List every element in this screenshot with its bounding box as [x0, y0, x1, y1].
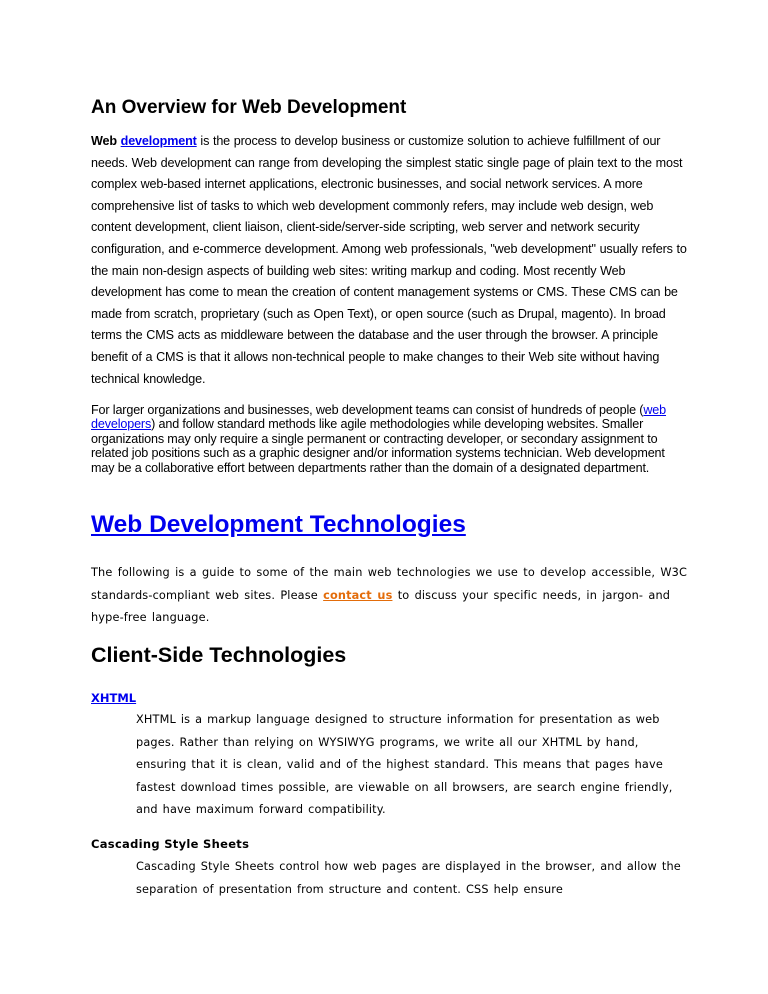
overview-heading: An Overview for Web Development: [91, 97, 407, 118]
contact-us-link[interactable]: contact us: [323, 588, 393, 602]
technologies-intro: [91, 562, 701, 630]
paragraph-2-start: For larger organizations and businesses, web development teams can consist of hundreds of people (: [91, 403, 644, 417]
paragraph-1-text: is the process to develop business or customize solution to achieve fulfillment of our needs. Web development can range from developing the simplest static single page of plain text to the most complex web-based internet applications, electronic businesses, and social network services. A more comprehensive list of tasks to which web development commonly refers, may include web design, web content development, client liaison, client-side/server-side scripting, web server and network security configuration, and e-commerce development. Among web professionals, "web development" usually refers to the main non-design aspects of building web sites: writing markup and coding. Most recently Web development has come to mean the creation of content management systems or CMS. These CMS can be made from scratch, proprietary (such as Open Text), or open source (such as Drupal, magento). In broad terms the CMS acts as middleware between the database and the user through the browser. A principle benefit of a CMS is that it allows non-technical people to make changes to their Web site without having technical knowledge.: [91, 134, 687, 386]
client-side-heading: Client-Side Technologies: [91, 643, 347, 667]
xhtml-heading: [91, 690, 136, 706]
overview-paragraph-2: [91, 403, 687, 475]
overview-paragraph-1: [91, 131, 687, 390]
web-developers-link[interactable]: web developers: [91, 403, 667, 432]
paragraph-2-text: ) and follow standard methods like agile methodologies while developing websites. Smaller organizations may only require a single permanent or contracting developer, or secondary assignment to related job positions such as a graphic designer and/or information systems technician. Web development may be a collaborative effort between departments rather than the domain of a designated department.: [91, 417, 665, 475]
intro-end-text: to discuss your specific needs, in jargon- and hype-free language.: [91, 588, 671, 624]
technologies-heading-link[interactable]: Web Development Technologies: [91, 511, 466, 538]
css-heading: Cascading Style Sheets: [91, 837, 250, 851]
technologies-heading: [91, 508, 466, 542]
xhtml-description: XHTML is a markup language designed to structure information for presentation as web pages. Rather than relying on WYSIWYG programs, we write all our XHTML by hand, ensuring that it is clean, valid and of the highest standard. This means that pages have fastest download times possible, are viewable on all browsers, are search engine friendly, and have maximum forward compatibility.: [136, 713, 673, 817]
paragraph-lead-word: Web: [91, 134, 117, 148]
css-description: Cascading Style Sheets control how web pages are displayed in the browser, and allow the separation of presentation from structure and content. CSS help ensure: [136, 860, 681, 896]
development-link[interactable]: development: [120, 134, 197, 148]
xhtml-link[interactable]: XHTML: [91, 691, 137, 705]
intro-start-text: The following is a guide to some of the main web technologies we use to develop accessible, W3C standards-compliant web sites. Please: [91, 566, 688, 602]
